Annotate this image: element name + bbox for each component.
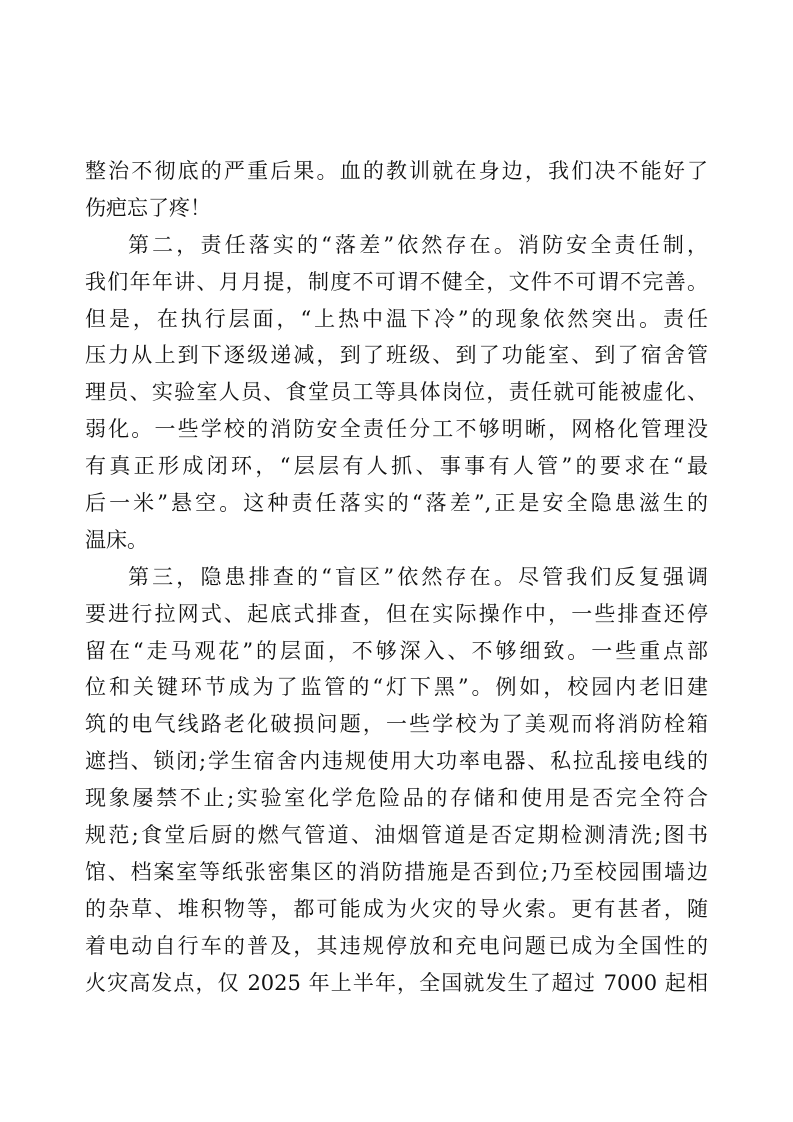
text-line: 第二，责任落实的“落差”依然存在。消防安全责任制， [128, 232, 708, 257]
text-line: 后一米”悬空。这种责任落实的“落差”,正是安全隐患滋生的 [85, 491, 708, 516]
text-line: 理员、实验室人员、食堂员工等具体岗位，责任就可能被虚化、 [85, 380, 708, 405]
text-line: 伤疤忘了疼！ [85, 195, 211, 220]
text-line: 馆、档案室等纸张密集区的消防措施是否到位;乃至校园围墙边 [85, 859, 708, 884]
text-line: 的杂草、堆积物等，都可能成为火灾的导火索。更有甚者，随 [85, 896, 708, 921]
text-line: 压力从上到下逐级递减，到了班级、到了功能室、到了宿舍管 [85, 343, 708, 368]
text-line: 留在“走马观花”的层面，不够深入、不够细致。一些重点部 [85, 638, 708, 663]
text-line: 第三，隐患排查的“盲区”依然存在。尽管我们反复强调 [128, 564, 708, 589]
document-page [85, 153, 708, 1001]
text-line: 筑的电气线路老化破损问题，一些学校为了美观而将消防栓箱 [85, 712, 708, 737]
text-line: 着电动自行车的普及，其违规停放和充电问题已成为全国性的 [85, 933, 708, 958]
text-line: 要进行拉网式、起底式排查，但在实际操作中，一些排查还停 [85, 601, 708, 626]
text-line: 有真正形成闭环，“层层有人抓、事事有人管”的要求在“最 [85, 454, 708, 479]
text-line: 但是，在执行层面，“上热中温下冷”的现象依然突出。责任 [85, 306, 708, 331]
text-line: 现象屡禁不止;实验室化学危险品的存储和使用是否完全符合 [85, 786, 708, 811]
text-line: 火灾高发点，仅 2025 年上半年，全国就发生了超过 7000 起相 [85, 970, 708, 995]
text-line: 弱化。一些学校的消防安全责任分工不够明晰，网格化管理没 [85, 417, 708, 442]
text-line: 规范;食堂后厨的燃气管道、油烟管道是否定期检测清洗;图书 [85, 823, 708, 848]
text-line: 遮挡、锁闭;学生宿舍内违规使用大功率电器、私拉乱接电线的 [85, 749, 708, 774]
text-line: 位和关键环节成为了监管的“灯下黑”。例如，校园内老旧建 [85, 675, 708, 700]
text-line: 整治不彻底的严重后果。血的教训就在身边，我们决不能好了 [85, 159, 708, 183]
text-line: 我们年年讲、月月提，制度不可谓不健全，文件不可谓不完善。 [85, 269, 708, 294]
text-line: 温床。 [85, 527, 148, 552]
